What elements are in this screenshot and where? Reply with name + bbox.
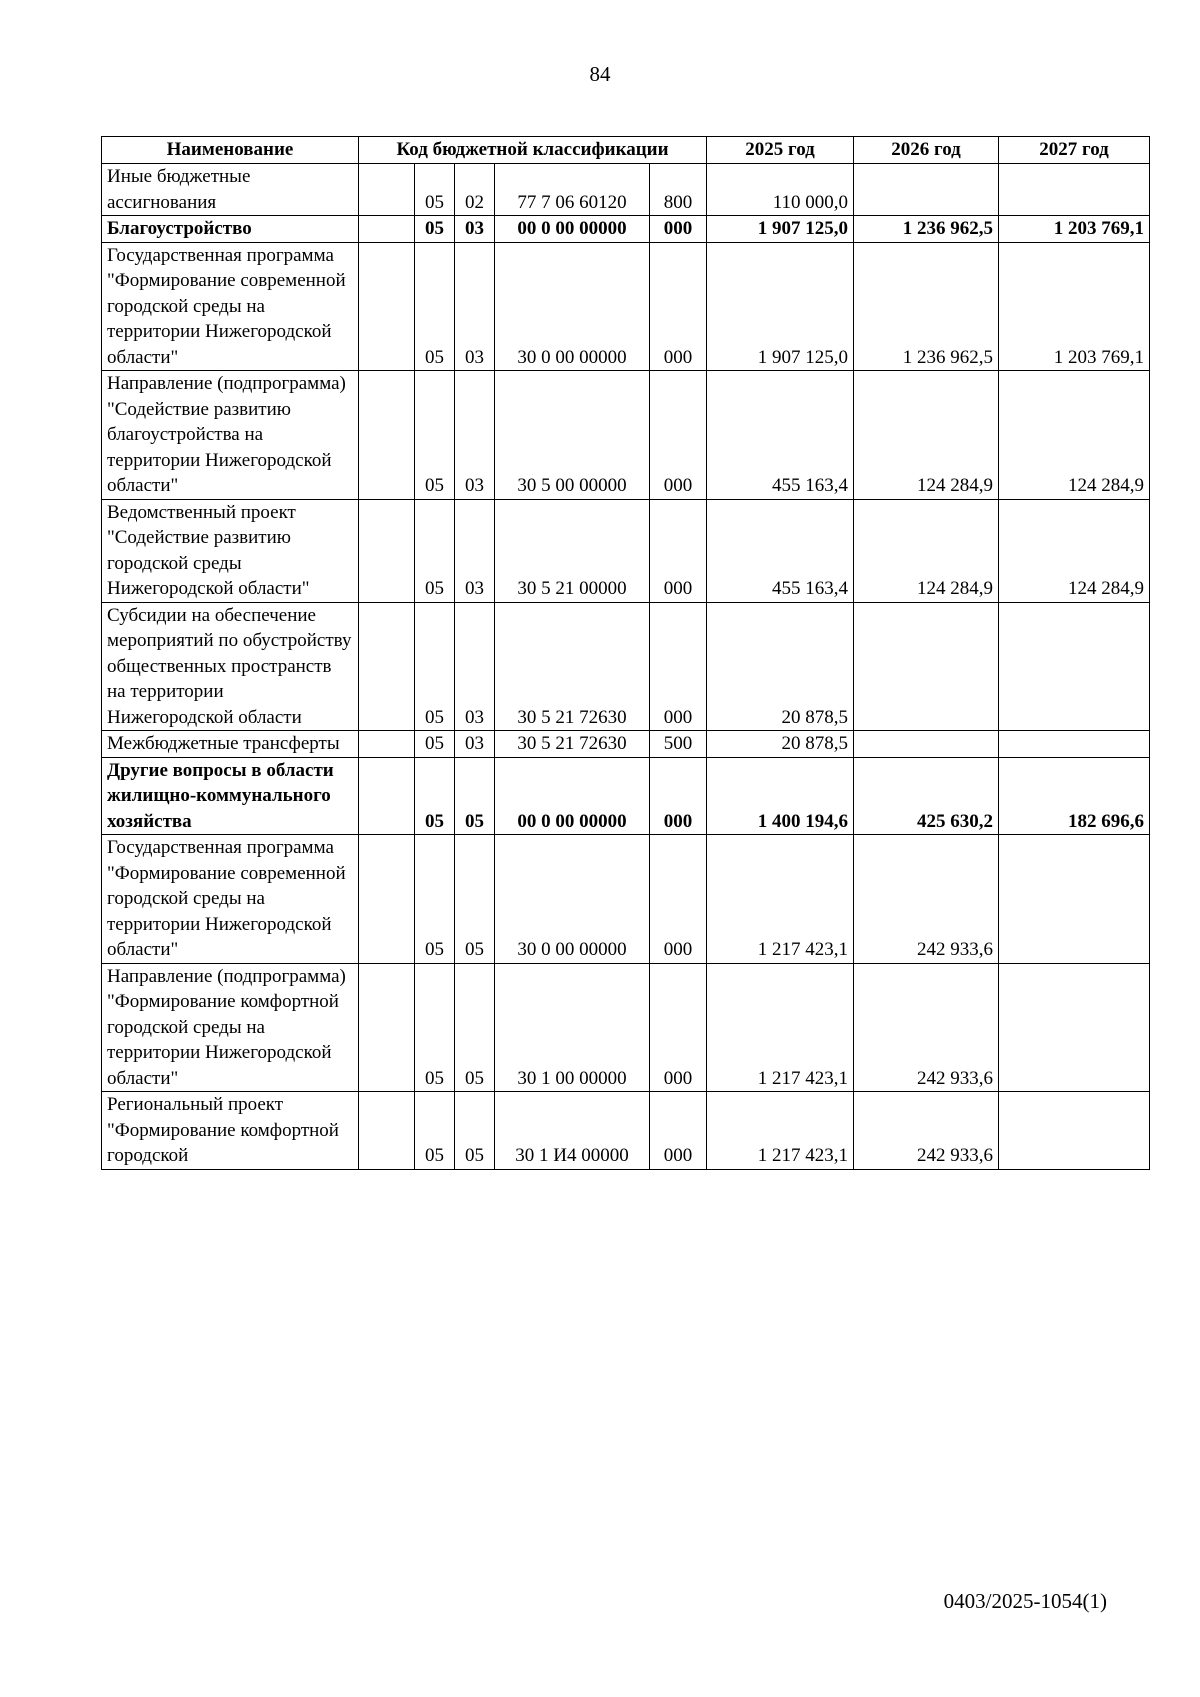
row-code-1 (359, 963, 415, 1092)
row-code-type: 000 (650, 835, 707, 964)
row-name: Межбюджетные трансферты (102, 731, 359, 758)
row-code-subsection: 05 (455, 757, 495, 835)
row-code-subsection: 03 (455, 371, 495, 500)
row-code-section: 05 (415, 242, 455, 371)
row-code-section: 05 (415, 216, 455, 243)
row-code-target: 30 5 21 72630 (495, 602, 650, 731)
table-row (102, 757, 1150, 835)
row-value-2026: 242 933,6 (854, 1092, 999, 1170)
row-value-2025: 110 000,0 (707, 164, 854, 216)
table-row (102, 835, 1150, 964)
document-number: 0403/2025-1054(1) (943, 1589, 1107, 1613)
row-code-subsection: 03 (455, 242, 495, 371)
row-code-section: 05 (415, 731, 455, 758)
table-row (102, 602, 1150, 731)
row-code-section: 05 (415, 371, 455, 500)
row-value-2025: 455 163,4 (707, 499, 854, 602)
row-value-2026 (854, 164, 999, 216)
row-name: Государственная программа "Формирование современной городской среды на территории Нижегородской области" (102, 242, 359, 371)
row-code-1 (359, 242, 415, 371)
row-code-1 (359, 164, 415, 216)
row-code-type: 000 (650, 216, 707, 243)
row-code-subsection: 03 (455, 216, 495, 243)
row-value-2025: 20 878,5 (707, 731, 854, 758)
row-code-subsection: 05 (455, 963, 495, 1092)
header-code: Код бюджетной классификации (359, 137, 707, 164)
row-value-2027: 124 284,9 (999, 499, 1150, 602)
row-code-type: 500 (650, 731, 707, 758)
table-row (102, 242, 1150, 371)
row-value-2026: 242 933,6 (854, 963, 999, 1092)
row-code-section: 05 (415, 757, 455, 835)
page-number: 84 (589, 62, 611, 86)
row-code-type: 000 (650, 242, 707, 371)
row-code-type: 000 (650, 371, 707, 500)
header-2025: 2025 год (707, 137, 854, 164)
row-value-2025: 1 907 125,0 (707, 242, 854, 371)
table-row (102, 1092, 1150, 1170)
row-value-2025: 1 907 125,0 (707, 216, 854, 243)
row-code-section: 05 (415, 499, 455, 602)
row-value-2026: 124 284,9 (854, 371, 999, 500)
header-2026: 2026 год (854, 137, 999, 164)
row-code-section: 05 (415, 963, 455, 1092)
row-value-2027: 1 203 769,1 (999, 216, 1150, 243)
row-name: Другие вопросы в области жилищно-коммунального хозяйства (102, 757, 359, 835)
header-2027: 2027 год (999, 137, 1150, 164)
table-row (102, 731, 1150, 758)
row-code-1 (359, 1092, 415, 1170)
row-code-subsection: 05 (455, 835, 495, 964)
row-value-2027 (999, 731, 1150, 758)
row-code-subsection: 03 (455, 602, 495, 731)
row-code-target: 30 1 00 00000 (495, 963, 650, 1092)
row-code-target: 30 5 21 00000 (495, 499, 650, 602)
row-code-target: 30 5 00 00000 (495, 371, 650, 500)
row-code-type: 000 (650, 757, 707, 835)
row-name: Государственная программа "Формирование современной городской среды на территории Нижегородской области" (102, 835, 359, 964)
table-header-row (102, 137, 1150, 164)
row-value-2026: 124 284,9 (854, 499, 999, 602)
row-value-2027: 1 203 769,1 (999, 242, 1150, 371)
row-value-2027 (999, 1092, 1150, 1170)
row-code-type: 000 (650, 499, 707, 602)
table-row (102, 164, 1150, 216)
row-value-2027 (999, 963, 1150, 1092)
row-name: Иные бюджетные ассигнования (102, 164, 359, 216)
row-code-subsection: 02 (455, 164, 495, 216)
row-value-2027: 182 696,6 (999, 757, 1150, 835)
row-code-1 (359, 757, 415, 835)
row-name: Благоустройство (102, 216, 359, 243)
row-name: Региональный проект "Формирование комфортной городской (102, 1092, 359, 1170)
row-code-section: 05 (415, 164, 455, 216)
row-value-2026 (854, 731, 999, 758)
row-value-2027 (999, 602, 1150, 731)
row-code-1 (359, 499, 415, 602)
row-value-2025: 455 163,4 (707, 371, 854, 500)
row-value-2026: 425 630,2 (854, 757, 999, 835)
table-row (102, 963, 1150, 1092)
row-name: Субсидии на обеспечение мероприятий по обустройству общественных пространств на территории Нижегородской области (102, 602, 359, 731)
row-code-target: 30 1 И4 00000 (495, 1092, 650, 1170)
row-value-2025: 1 400 194,6 (707, 757, 854, 835)
row-code-subsection: 03 (455, 499, 495, 602)
row-code-target: 00 0 00 00000 (495, 757, 650, 835)
row-value-2025: 1 217 423,1 (707, 835, 854, 964)
header-name: Наименование (102, 137, 359, 164)
row-code-type: 800 (650, 164, 707, 216)
row-value-2027: 124 284,9 (999, 371, 1150, 500)
row-value-2026: 242 933,6 (854, 835, 999, 964)
table-row (102, 216, 1150, 243)
row-code-1 (359, 216, 415, 243)
row-value-2026: 1 236 962,5 (854, 242, 999, 371)
row-code-target: 77 7 06 60120 (495, 164, 650, 216)
row-value-2025: 1 217 423,1 (707, 1092, 854, 1170)
row-code-1 (359, 835, 415, 964)
row-name: Направление (подпрограмма) "Содействие развитию благоустройства на территории Нижегородской области" (102, 371, 359, 500)
table-row (102, 371, 1150, 500)
row-value-2026 (854, 602, 999, 731)
row-code-1 (359, 731, 415, 758)
row-code-type: 000 (650, 1092, 707, 1170)
row-code-subsection: 05 (455, 1092, 495, 1170)
row-value-2027 (999, 835, 1150, 964)
row-name: Направление (подпрограмма) "Формирование комфортной городской среды на территории Нижегородской области" (102, 963, 359, 1092)
row-code-section: 05 (415, 1092, 455, 1170)
row-code-target: 00 0 00 00000 (495, 216, 650, 243)
row-value-2025: 20 878,5 (707, 602, 854, 731)
row-code-type: 000 (650, 963, 707, 1092)
row-code-subsection: 03 (455, 731, 495, 758)
row-value-2026: 1 236 962,5 (854, 216, 999, 243)
row-code-type: 000 (650, 602, 707, 731)
row-name: Ведомственный проект "Содействие развитию городской среды Нижегородской области" (102, 499, 359, 602)
table-row (102, 499, 1150, 602)
row-code-section: 05 (415, 835, 455, 964)
row-code-section: 05 (415, 602, 455, 731)
row-value-2027 (999, 164, 1150, 216)
row-code-target: 30 5 21 72630 (495, 731, 650, 758)
row-code-target: 30 0 00 00000 (495, 242, 650, 371)
budget-table (101, 136, 1150, 1170)
row-value-2025: 1 217 423,1 (707, 963, 854, 1092)
row-code-target: 30 0 00 00000 (495, 835, 650, 964)
row-code-1 (359, 602, 415, 731)
row-code-1 (359, 371, 415, 500)
